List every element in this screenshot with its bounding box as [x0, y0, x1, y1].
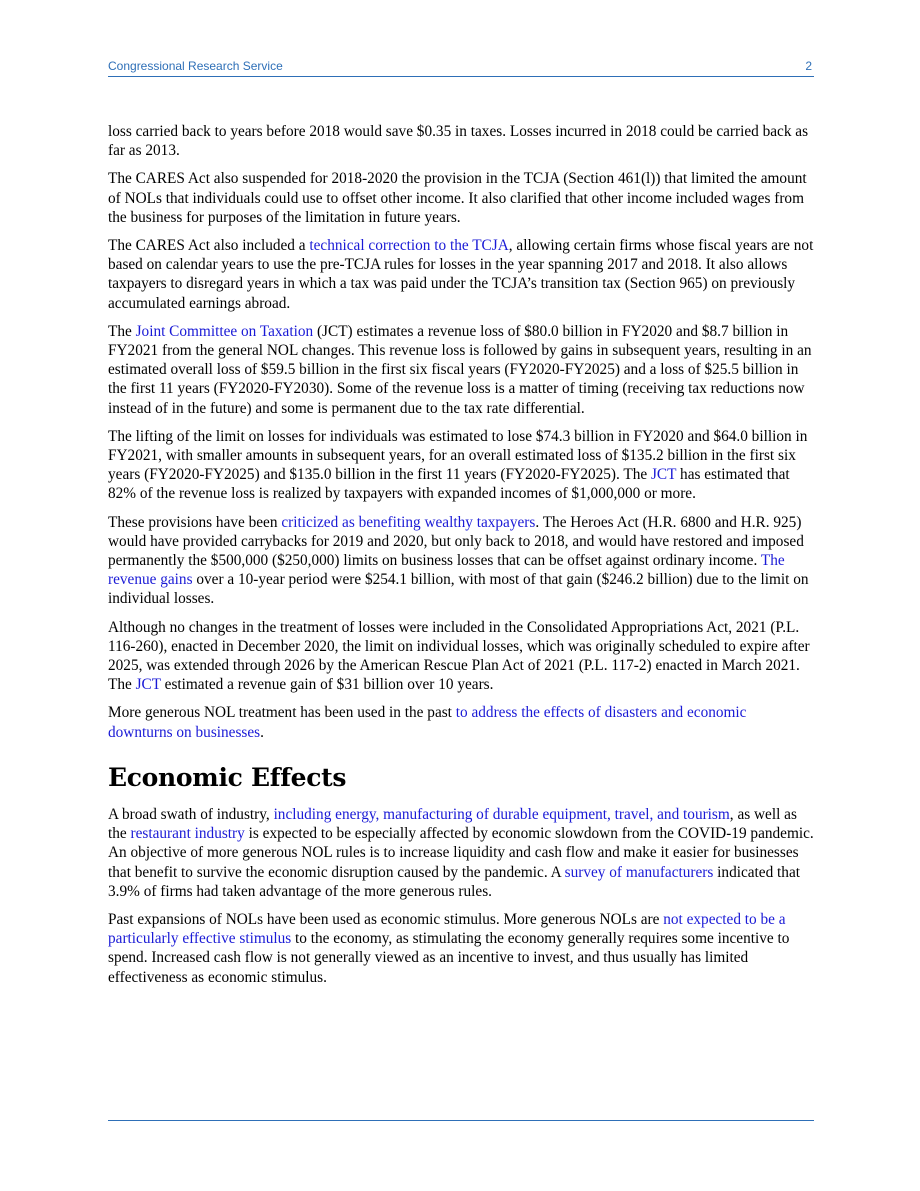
- section-paragraph-1: [108, 805, 814, 901]
- paragraph-6: [108, 513, 814, 609]
- link-survey-manufacturers[interactable]: survey of manufacturers: [564, 863, 714, 881]
- section-paragraph-1-text-2: , as well as the: [108, 805, 797, 843]
- header-page-number: 2: [805, 59, 812, 73]
- paragraph-7-text-cont: estimated a revenue gain of $31 billion over 10 years.: [160, 676, 494, 694]
- paragraph-8-text: More generous NOL treatment has been used in the past: [108, 704, 456, 722]
- paragraph-1-text: loss carried back to years before 2018 would save $0.35 in taxes. Losses incurred in 2018 could be carried back as far as 2013.: [108, 123, 809, 160]
- section-paragraph-2-text-2: to the economy, as stimulating the economy generally requires some incentive to spend. Increased cash flow is not generally viewed as an incentive to invest, and thus usually has limited effectiveness as economic stimulus.: [108, 930, 790, 986]
- link-disasters-downturns[interactable]: to address the effects of disasters and economic downturns on businesses: [108, 704, 747, 741]
- link-jct-1[interactable]: JCT: [650, 466, 677, 484]
- section-heading: Economic Effects: [108, 762, 347, 792]
- section-paragraph-1-text: A broad swath of industry,: [108, 805, 274, 823]
- document-body: [108, 122, 814, 996]
- paragraph-4-text: The: [108, 322, 136, 340]
- paragraph-5-text: The lifting of the limit on losses for individuals was estimated to lose $74.3 billion in FY2020 and $64.0 billion in FY2021, with smaller amounts in subsequent years, for an overall estimated loss of $135.2 billion in the first six years (FY2020-FY2025) and $135.0 billion in the first 11 years (FY2020-FY2025). The: [108, 427, 808, 484]
- paragraph-6-text-end: over a 10-year period were $254.1 billion, with most of that gain ($246.2 billion) due to the limit on individual losses.: [108, 571, 809, 608]
- paragraph-3-text-cont: , allowing certain firms whose fiscal years are not based on calendar years to use the pre-TCJA rules for losses in the year spanning 2017 and 2018. It also allows taxpayers to disregard years in which a tax was paid under the TCJA’s transition tax (Section 965) on previously accumulated earnings abroad.: [108, 237, 814, 312]
- section-paragraph-1-text-3: is expected to be especially affected by economic slowdown from the COVID-19 pandemic. An objective of more generous NOL rules is to increase liquidity and cash flow and make it easier for businesses that benefit to survive the economic disruption caused by the pandemic. A: [108, 825, 814, 881]
- paragraph-7: [108, 618, 814, 695]
- link-revenue-gains[interactable]: The revenue gains: [108, 552, 785, 589]
- paragraph-6-text-cont: . The Heroes Act (H.R. 6800 and H.R. 925) would have provided carrybacks for 2019 and 2020, but only back to 2018, and would have restored and imposed permanently the $500,000 ($250,000) limits on business losses that can be offset against ordinary income.: [108, 513, 804, 570]
- page-header: [108, 58, 814, 77]
- paragraph-8: [108, 703, 814, 741]
- link-industries-affected[interactable]: including energy, manufacturing of durable equipment, travel, and tourism: [273, 805, 730, 823]
- section-paragraph-2-text: Past expansions of NOLs have been used as economic stimulus. More generous NOLs are: [108, 910, 664, 928]
- header-org-name: Congressional Research Service: [108, 59, 283, 73]
- link-joint-committee[interactable]: Joint Committee on Taxation: [135, 322, 314, 340]
- paragraph-4-text-cont: (JCT) estimates a revenue loss of $80.0 billion in FY2020 and $8.7 billion in FY2021 from the general NOL changes. This revenue loss is followed by gains in subsequent years, resulting in an estimated overall loss of $59.5 billion in the first six fiscal years (FY2020-FY2025) and a loss of $25.5 billion in the first 11 years (FY2020-FY2030). Some of the revenue loss is a matter of timing (receiving tax reductions now instead of in the future) and some is permanent due to the tax rate differential.: [108, 322, 812, 417]
- paragraph-5-text-cont: has estimated that 82% of the revenue loss is realized by taxpayers with expanded incomes of $1,000,000 or more.: [108, 466, 790, 503]
- paragraph-7-text: Although no changes in the treatment of losses were included in the Consolidated Appropriations Act, 2021 (P.L. 116-260), enacted in December 2020, the limit on individual losses, which was originally scheduled to expire after 2025, was extended through 2026 by the American Rescue Plan Act of 2021 (P.L. 117-2) enacted in March 2021. The: [108, 618, 810, 694]
- paragraph-1: [108, 122, 814, 160]
- paragraph-4: [108, 322, 814, 418]
- paragraph-3: [108, 236, 814, 313]
- paragraph-2: [108, 169, 814, 227]
- link-jct-2[interactable]: JCT: [135, 676, 161, 694]
- footer-divider: [108, 1120, 814, 1121]
- link-criticized-wealthy[interactable]: criticized as benefiting wealthy taxpayers: [281, 513, 536, 531]
- link-technical-correction[interactable]: technical correction to the TCJA: [309, 237, 509, 255]
- paragraph-5: [108, 427, 814, 504]
- link-not-effective-stimulus[interactable]: not expected to be a particularly effective stimulus: [108, 910, 786, 948]
- section-paragraph-1-text-4: indicated that 3.9% of firms had taken advantage of the more generous rules.: [108, 863, 800, 900]
- link-restaurant-industry[interactable]: restaurant industry: [130, 825, 245, 843]
- section-paragraph-2: [108, 910, 814, 987]
- paragraph-2-text: The CARES Act also suspended for 2018-2020 the provision in the TCJA (Section 461(l)) that limited the amount of NOLs that individuals could use to offset other income. It also clarified that other income included wages from the business for purposes of the limitation in future years.: [108, 170, 807, 226]
- paragraph-6-text: These provisions have been: [108, 513, 282, 531]
- paragraph-3-text: The CARES Act also included a: [108, 237, 310, 255]
- paragraph-8-text-end: .: [260, 723, 264, 741]
